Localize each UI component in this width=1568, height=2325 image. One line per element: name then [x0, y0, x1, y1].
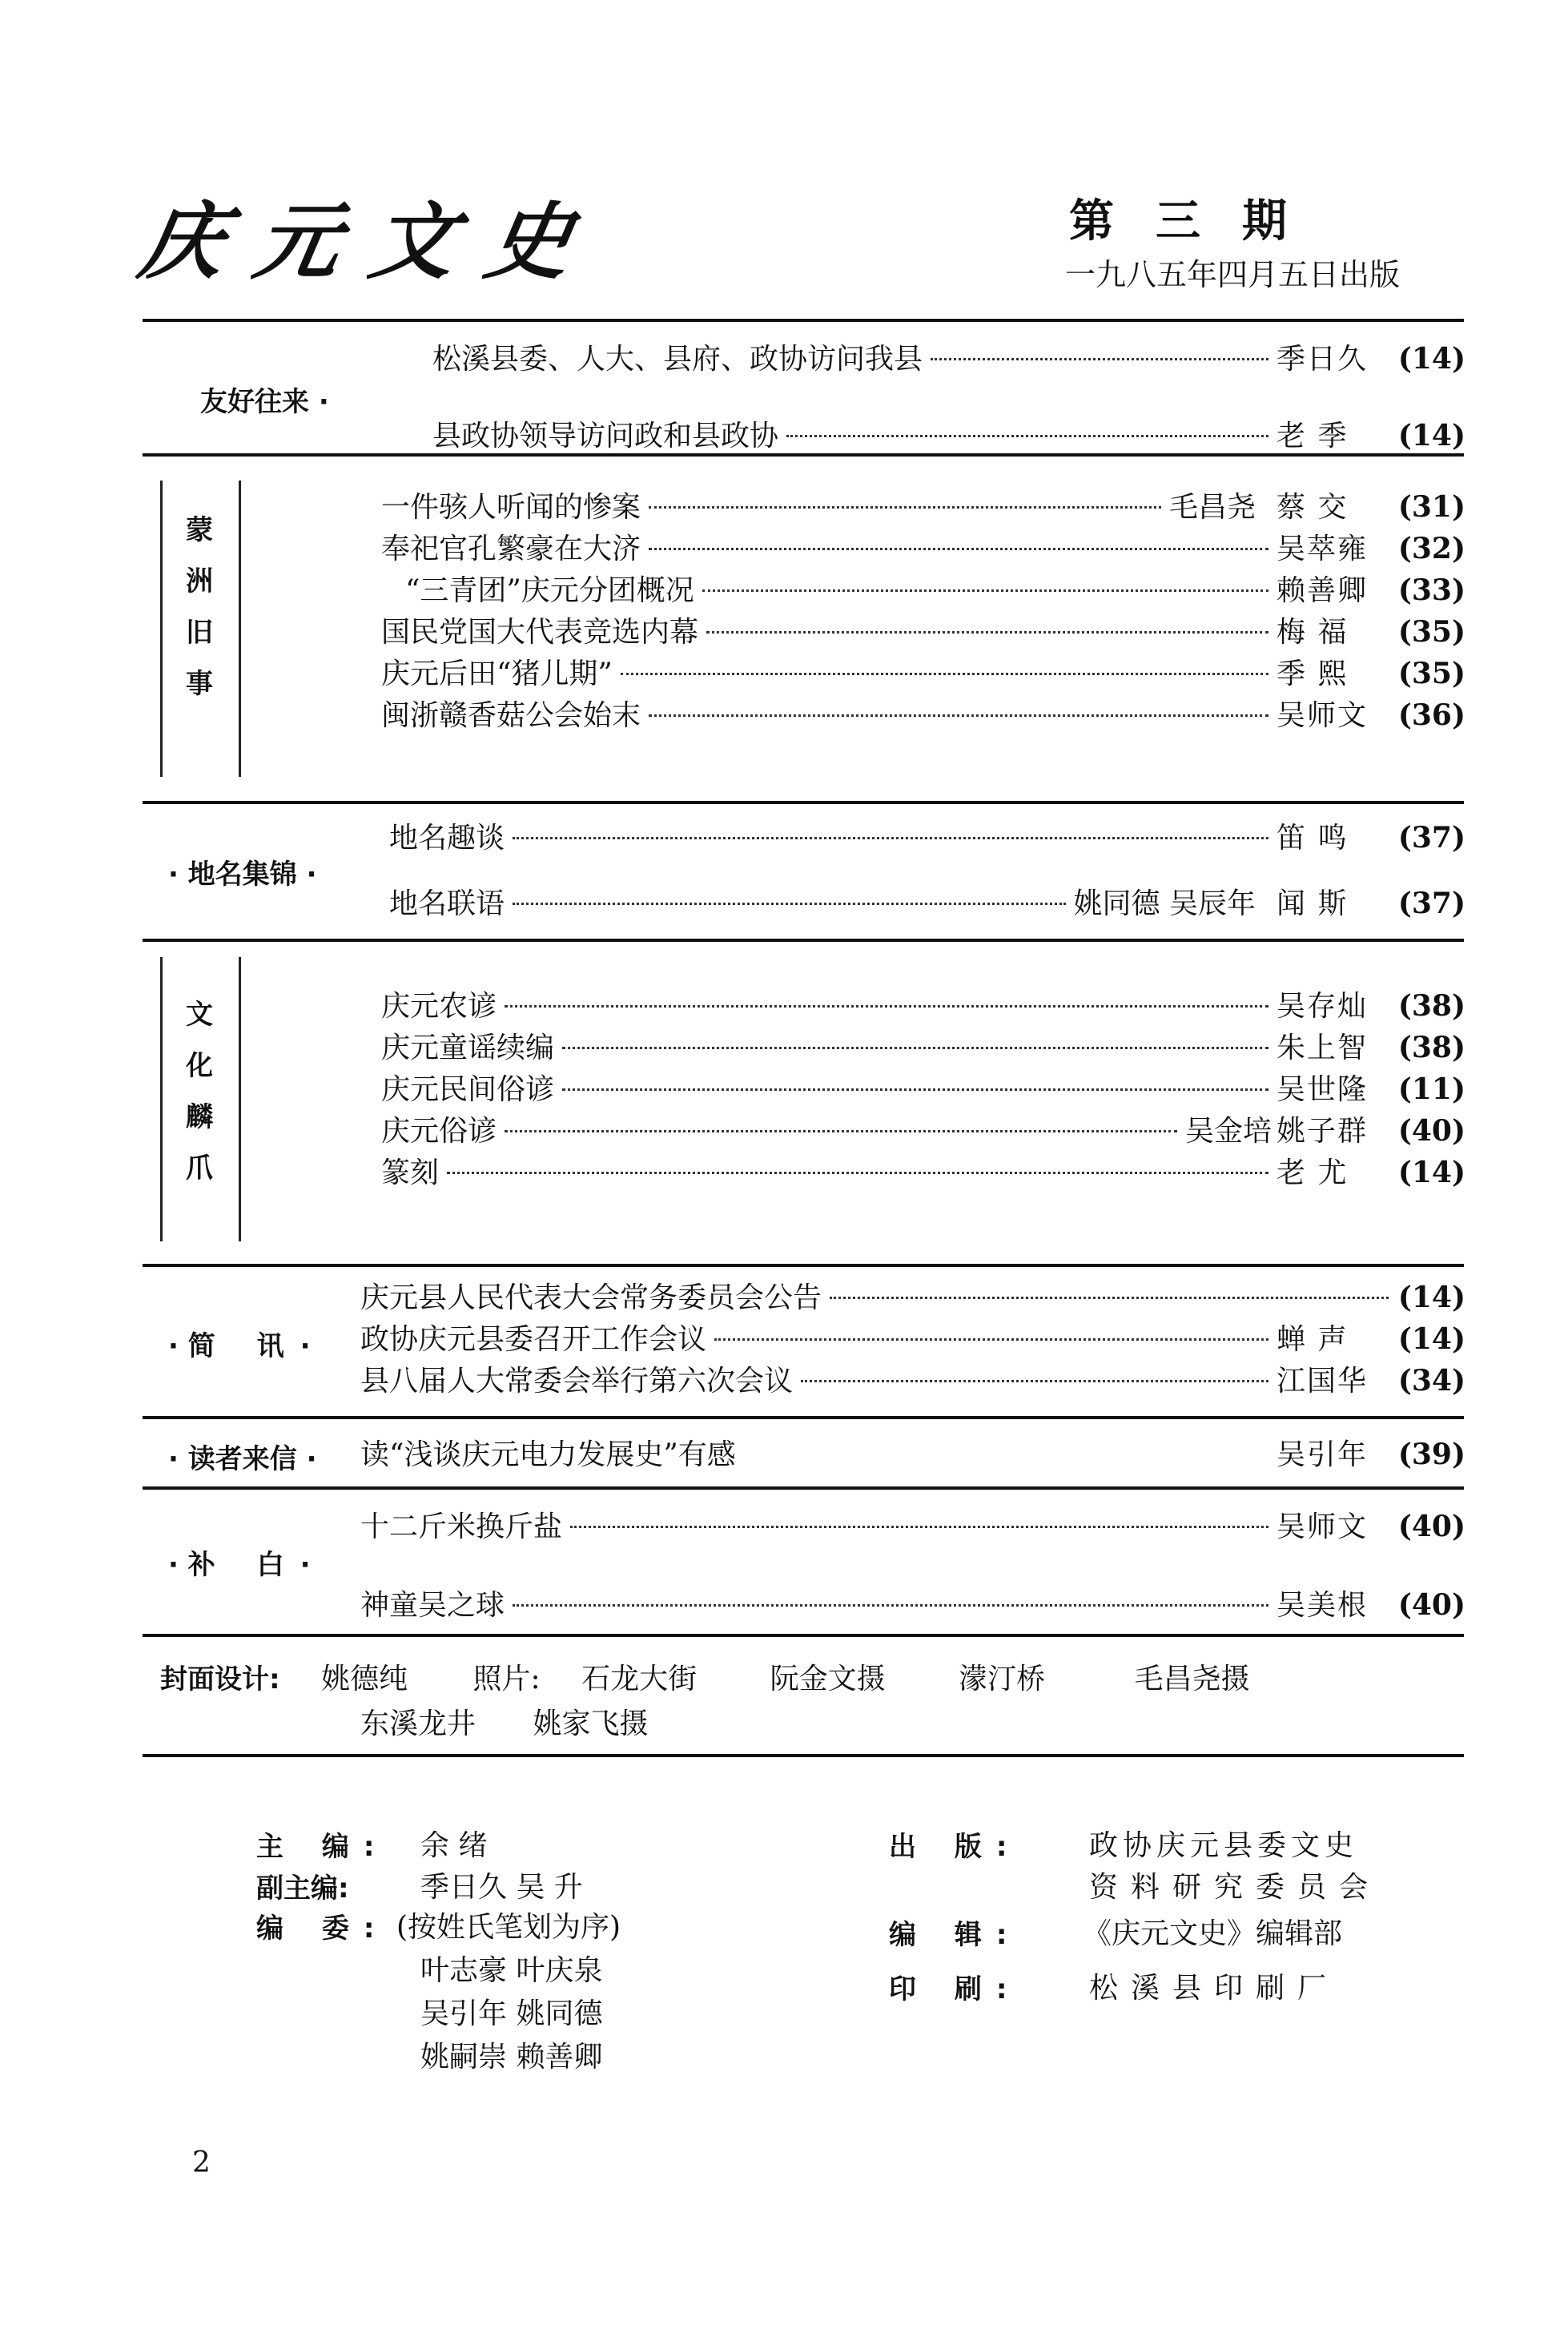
toc-group-old-stories [381, 485, 1465, 734]
photo-label: 照片: [472, 1663, 541, 1695]
board-members: 叶志豪 叶庆泉 [420, 1954, 603, 1987]
toc-entry[interactable]: 十二斤米换斤盐 吴师文 (40) [360, 1510, 1465, 1543]
toc-entry[interactable]: “三青团”庆元分团概况 赖善卿 (33) [405, 573, 1465, 607]
cover-credits-line2 [360, 1701, 648, 1742]
photo-credit: 东溪龙井 [360, 1708, 476, 1740]
photo-credit: 阮金文摄 [770, 1663, 886, 1695]
divider [143, 801, 1464, 804]
divider [143, 1634, 1464, 1637]
toc-entry[interactable]: 篆刻 老 尤 (14) [381, 1156, 1465, 1189]
publisher-label: 出 版: [889, 1831, 1022, 1863]
editorial-dept: 《庆元文史》编辑部 [1083, 1917, 1343, 1950]
toc-entry[interactable]: 奉祀官孔繁豪在大济 吴萃雍 (32) [381, 532, 1465, 565]
toc-entry[interactable]: 庆元民间俗谚 吴世隆 (11) [381, 1072, 1465, 1106]
toc-group-place-names [389, 815, 1465, 923]
toc-entry[interactable]: 庆元俗谚 吴金培 姚子群 (40) [381, 1114, 1465, 1148]
photo-credit: 姚家飞摄 [533, 1708, 649, 1740]
toc-entry[interactable]: 政协庆元县委召开工作会议 蝉 声 (14) [360, 1322, 1465, 1356]
board-members: 吴引年 姚同德 [420, 1997, 603, 2030]
toc-entry[interactable]: 县政协领导访问政和县政协 老 季 (14) [432, 419, 1465, 453]
toc-entry[interactable]: 读“浅谈庆元电力发展史”有感 吴引年 (39) [360, 1438, 1465, 1471]
board-label: 编 委: [256, 1913, 389, 1945]
cover-label: 封面设计: [160, 1663, 280, 1695]
toc-group-culture [381, 983, 1465, 1192]
section-label-place-names: · 地名集锦 · [168, 859, 317, 891]
toc-group-letters [360, 1432, 1465, 1474]
editor-label: 编 辑: [889, 1919, 1022, 1951]
toc-group-friendship [432, 336, 1465, 455]
photo-credit: 石龙大街 [581, 1663, 698, 1695]
divider [143, 1416, 1464, 1419]
printer: 松溪县印刷厂 [1089, 1972, 1340, 2005]
toc-entry[interactable]: 地名联语 姚同德 吴辰年 闻 斯 (37) [389, 887, 1465, 920]
divider [143, 1264, 1464, 1267]
toc-entry[interactable]: 闽浙赣香菇公会始末 吴师文 (36) [381, 698, 1465, 732]
photo-credit: 濛汀桥 [959, 1663, 1046, 1695]
chief-editor: 余 绪 [420, 1829, 488, 1862]
section-label-briefs: · 简 讯· [168, 1330, 311, 1362]
toc-entry[interactable]: 庆元县人民代表大会常务委员会公告 (14) [360, 1281, 1465, 1314]
toc-entry[interactable]: 松溪县委、人大、县府、政协访问我县 季日久 (14) [432, 342, 1465, 376]
board-members: 姚嗣崇 赖善卿 [420, 2041, 603, 2074]
journal-logo: 庆元文史 [132, 192, 612, 291]
divider [143, 939, 1464, 942]
toc-entry[interactable]: 庆元后田“猪儿期” 季 熙 (35) [381, 657, 1465, 690]
cover-credits-line1 [160, 1656, 1250, 1697]
divider [143, 319, 1464, 322]
divider [143, 1486, 1464, 1490]
brace-left [160, 481, 163, 777]
photo-credit: 毛昌尧摄 [1134, 1663, 1250, 1695]
cover-designer: 姚德纯 [321, 1663, 408, 1695]
section-label-friendship: 友好往来 · [200, 386, 329, 418]
toc-entry[interactable]: 国民党国大代表竞选内幕 梅 福 (35) [381, 615, 1465, 649]
section-label-old-stories: 蒙 洲 旧 事 [186, 514, 213, 700]
chief-editor-label: 主 编: [256, 1831, 389, 1863]
brace-right [239, 957, 241, 1241]
page-number: 2 [192, 2146, 211, 2179]
toc-entry[interactable]: 庆元童谣续编 朱上智 (38) [381, 1031, 1465, 1064]
brace-left [160, 957, 163, 1241]
toc-entry[interactable]: 神童吴之球 吴美根 (40) [360, 1588, 1465, 1622]
deputy-editors: 季日久 吴 升 [420, 1871, 583, 1904]
toc-entry[interactable]: 一件骇人听闻的惨案 毛昌尧 蔡 交 (31) [381, 490, 1465, 524]
issue-number: 第三期 [1069, 195, 1329, 247]
toc-entry[interactable]: 地名趣谈 笛 鸣 (37) [389, 821, 1465, 855]
printer-label: 印 刷: [889, 1973, 1022, 2005]
deputy-editor-label: 副主编: [256, 1872, 349, 1905]
publisher: 资料研究委员会 [1089, 1871, 1381, 1904]
toc-group-fillers [360, 1504, 1465, 1624]
toc-group-briefs [360, 1275, 1465, 1400]
section-label-culture: 文 化 麟 爪 [186, 999, 213, 1185]
divider [143, 453, 1464, 457]
publisher: 政协庆元县委文史 [1089, 1829, 1359, 1862]
divider [143, 1754, 1464, 1757]
section-label-letters: · 读者来信 · [168, 1443, 317, 1475]
toc-entry[interactable]: 县八届人大常委会举行第六次会议 江国华 (34) [360, 1364, 1465, 1398]
toc-entry[interactable]: 庆元农谚 吴存灿 (38) [381, 989, 1465, 1023]
publication-date: 一九八五年四月五日出版 [1065, 257, 1401, 292]
brace-right [239, 481, 241, 777]
section-label-fillers: · 补 白· [168, 1549, 311, 1581]
board-note: (按姓氏笔划为序) [396, 1911, 621, 1944]
